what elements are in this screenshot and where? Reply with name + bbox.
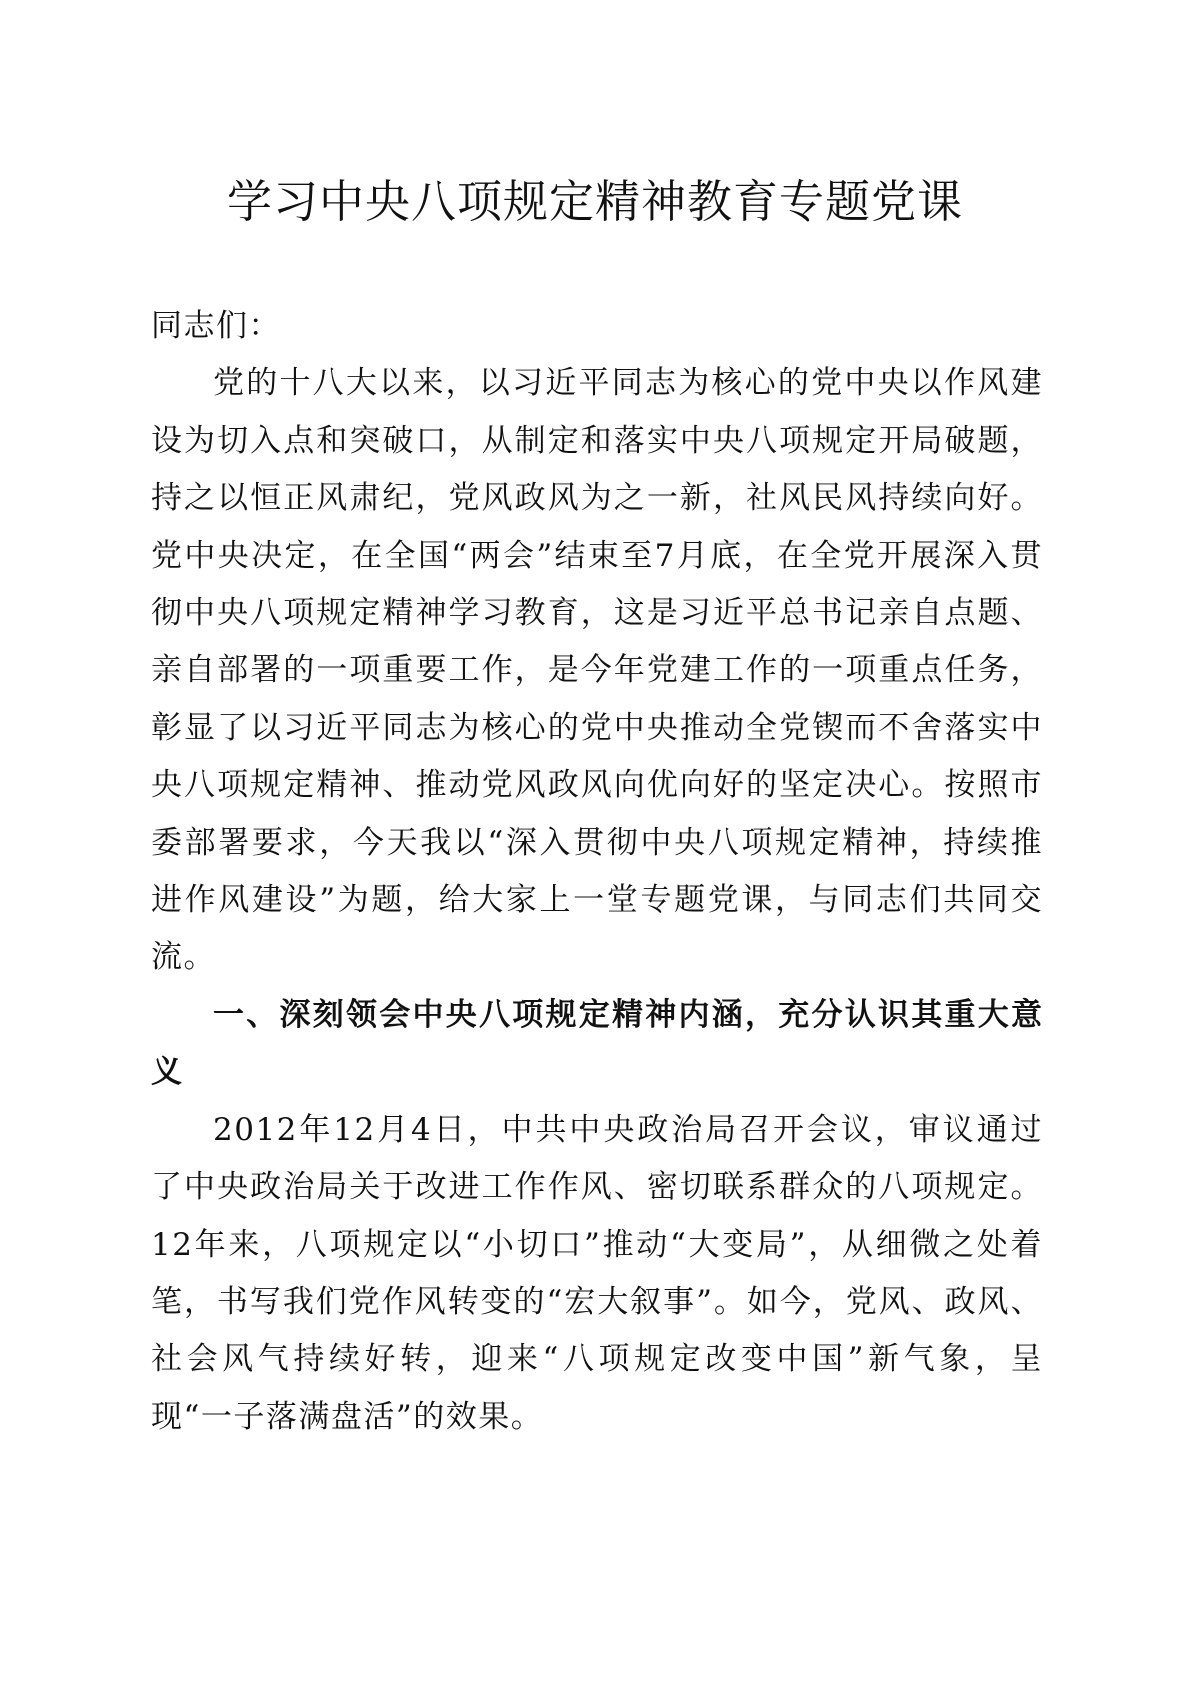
document-title: 学习中央八项规定精神教育专题党课 [226, 175, 963, 228]
section-heading-1: 一、深刻领会中央八项规定精神内涵，充分认识其重大意义 [151, 996, 1043, 1091]
intro-paragraph: 党的十八大以来，以习近平同志为核心的党中央以作风建设为切入点和突破口，从制定和落实中央八项规定开局破题，持之以恒正风肃纪，党风政风为之一新，社风民风持续向好。党中央决定，在全国“两会”结束至7月底，在全党开展深入贯彻中央八项规定精神学习教育，这是习近平总书记亲自点题、亲自部署的一项重要工作，是今年党建工作的一项重点任务，彰显了以习近平同志为核心的党中央推动全党锲而不舍落实中央八项规定精神、推动党风政风向优向好的坚定决心。按照市委部署要求，今天我以“深入贯彻中央八项规定精神，持续推进作风建设”为题，给大家上一堂专题党课，与同志们共同交流。 [151, 365, 1043, 976]
document-body [151, 298, 1043, 1446]
salutation: 同志们： [151, 308, 281, 344]
section-1-paragraph: 2012年12月4日，中共中央政治局召开会议，审议通过了中央政治局关于改进工作作风、密切联系群众的八项规定。12年来，八项规定以“小切口”推动“大变局”，从细微之处着笔，书写我们党作风转变的“宏大叙事”。如今，党风、政风、社会风气持续好转，迎来“八项规定改变中国”新气象，呈现“一子落满盘活”的效果。 [151, 1111, 1043, 1435]
